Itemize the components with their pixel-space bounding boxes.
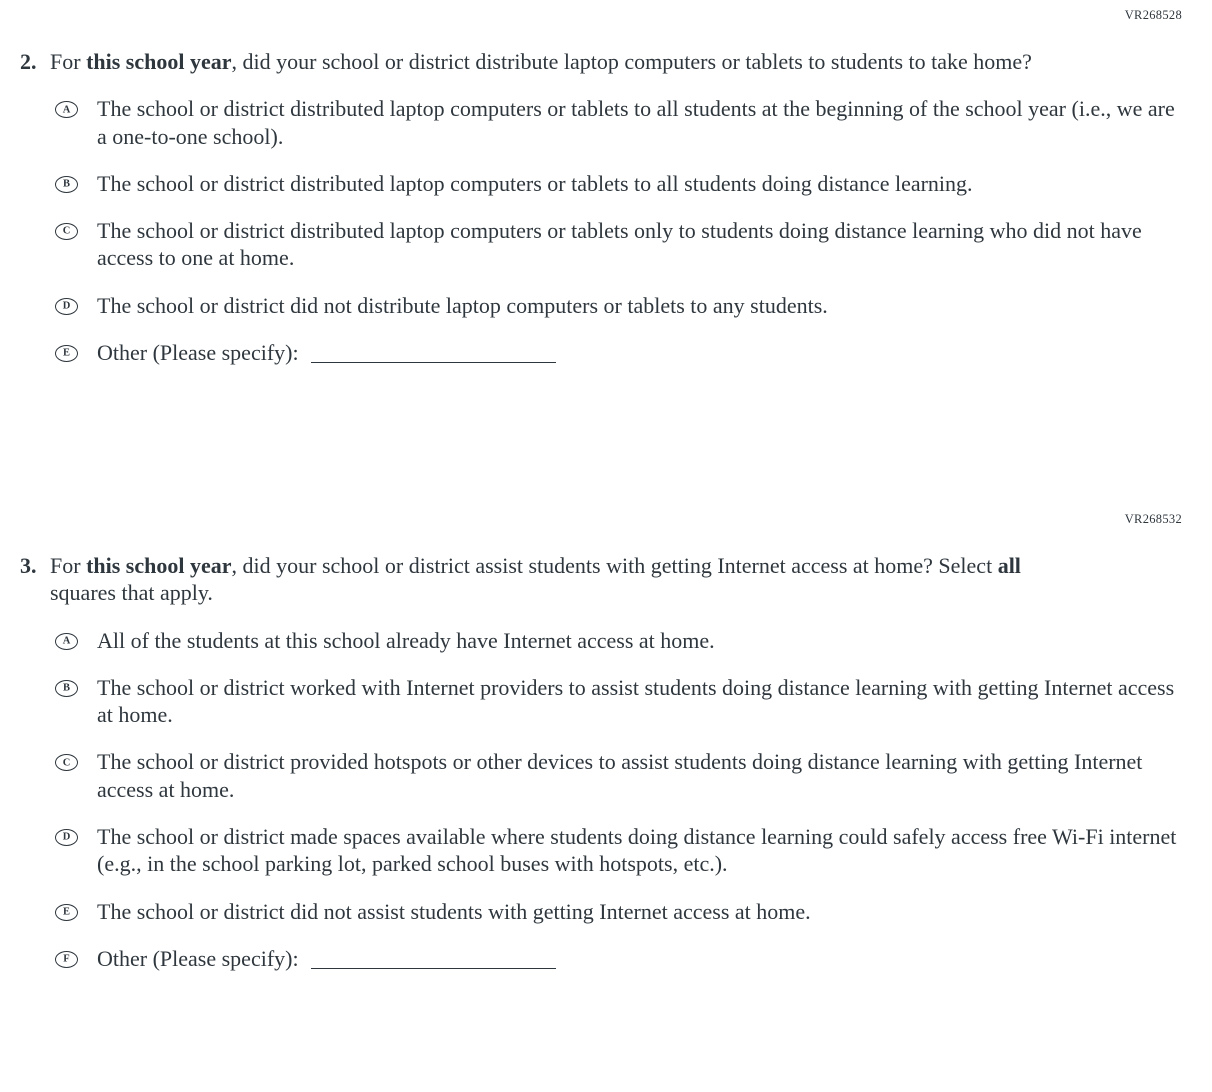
prompt-bold-text: this school year [86,553,232,579]
option-text: The school or district distributed laptop computers or tablets to all students doing distance learning. [97,170,973,196]
question-2-options [20,95,1182,366]
other-specify-blank[interactable] [311,339,556,363]
option-text: The school or district provided hotspots or other devices to assist students doing distance learning with getting Internet access at home. [97,749,1143,802]
prompt-text: , did your school or district distribute laptop computers or tablets to students to take home? [231,49,1032,74]
option-row-a [20,627,1182,654]
option-text: All of the students at this school already have Internet access at home. [97,627,715,653]
prompt-bold-text: this school year [86,49,232,74]
option-text: Other (Please specify): [97,339,299,365]
option-row-e [20,898,1182,925]
option-letter: E [62,906,70,918]
option-letter: B [62,178,70,190]
option-bubble-e[interactable] [55,345,78,362]
option-row-b [20,170,1182,197]
option-letter: E [62,347,70,359]
option-bubble-d[interactable] [55,298,78,315]
prompt-text: For [50,553,87,579]
option-text: The school or district did not distribute laptop computers or tablets to any students. [97,292,828,318]
option-letter: A [62,104,71,116]
prompt-text: For [50,49,87,74]
option-row-d [20,823,1182,878]
option-letter: D [62,300,71,312]
option-bubble-a[interactable] [55,101,78,118]
option-text: The school or district worked with Internet providers to assist students doing distance learning with getting Internet access at home. [97,674,1175,728]
question-3-prompt-row [20,552,1182,607]
other-specify-blank[interactable] [311,945,556,969]
option-bubble-b[interactable] [55,680,78,697]
option-letter: F [63,953,70,965]
option-bubble-b[interactable] [55,176,78,193]
prompt-text: , did your school or district assist students with getting Internet access at home? Select [231,553,998,579]
question-3-number: 3. [20,553,37,579]
question-2-prompt-row [20,48,1182,75]
option-bubble-a[interactable] [55,633,78,650]
question-2-code: VR268528 [1124,8,1182,22]
option-row-d [20,292,1182,319]
option-text: Other (Please specify): [97,945,299,971]
option-bubble-d[interactable] [55,829,78,846]
question-2-prompt [50,48,1032,75]
section-spacer [20,366,1182,512]
option-letter: C [62,225,71,237]
option-text: The school or district made spaces available where students doing distance learning could safely access free Wi-Fi internet (e.g., in the school parking lot, parked school buses with hotspots, etc.). [97,823,1177,877]
option-row-a [20,95,1182,150]
option-bubble-f[interactable] [55,951,78,968]
question-3-options [20,627,1182,972]
option-letter: D [62,831,71,843]
option-row-b [20,674,1182,729]
question-3-code: VR268532 [1124,512,1182,527]
option-bubble-c[interactable] [55,754,78,771]
question-3-prompt [50,552,1065,607]
option-text: The school or district did not assist students with getting Internet access at home. [97,898,811,924]
option-bubble-c[interactable] [55,223,78,240]
option-row-c [20,748,1182,803]
option-letter: C [62,757,71,769]
prompt-text: squares that apply. [50,580,213,606]
option-letter: B [62,682,70,694]
option-text: The school or district distributed laptop computers or tablets only to students doing distance learning who did not have access to one at home. [97,218,1142,271]
option-bubble-e[interactable] [55,904,78,921]
option-row-e-other [20,339,1182,366]
option-letter: A [62,635,71,647]
option-row-f-other [20,945,1182,972]
option-text: The school or district distributed laptop computers or tablets to all students at the beginning of the school year (i.e., we are a one-to-one school). [97,96,1175,149]
prompt-bold-text: all [997,553,1021,579]
question-2-number: 2. [20,49,37,74]
option-row-c [20,217,1182,272]
